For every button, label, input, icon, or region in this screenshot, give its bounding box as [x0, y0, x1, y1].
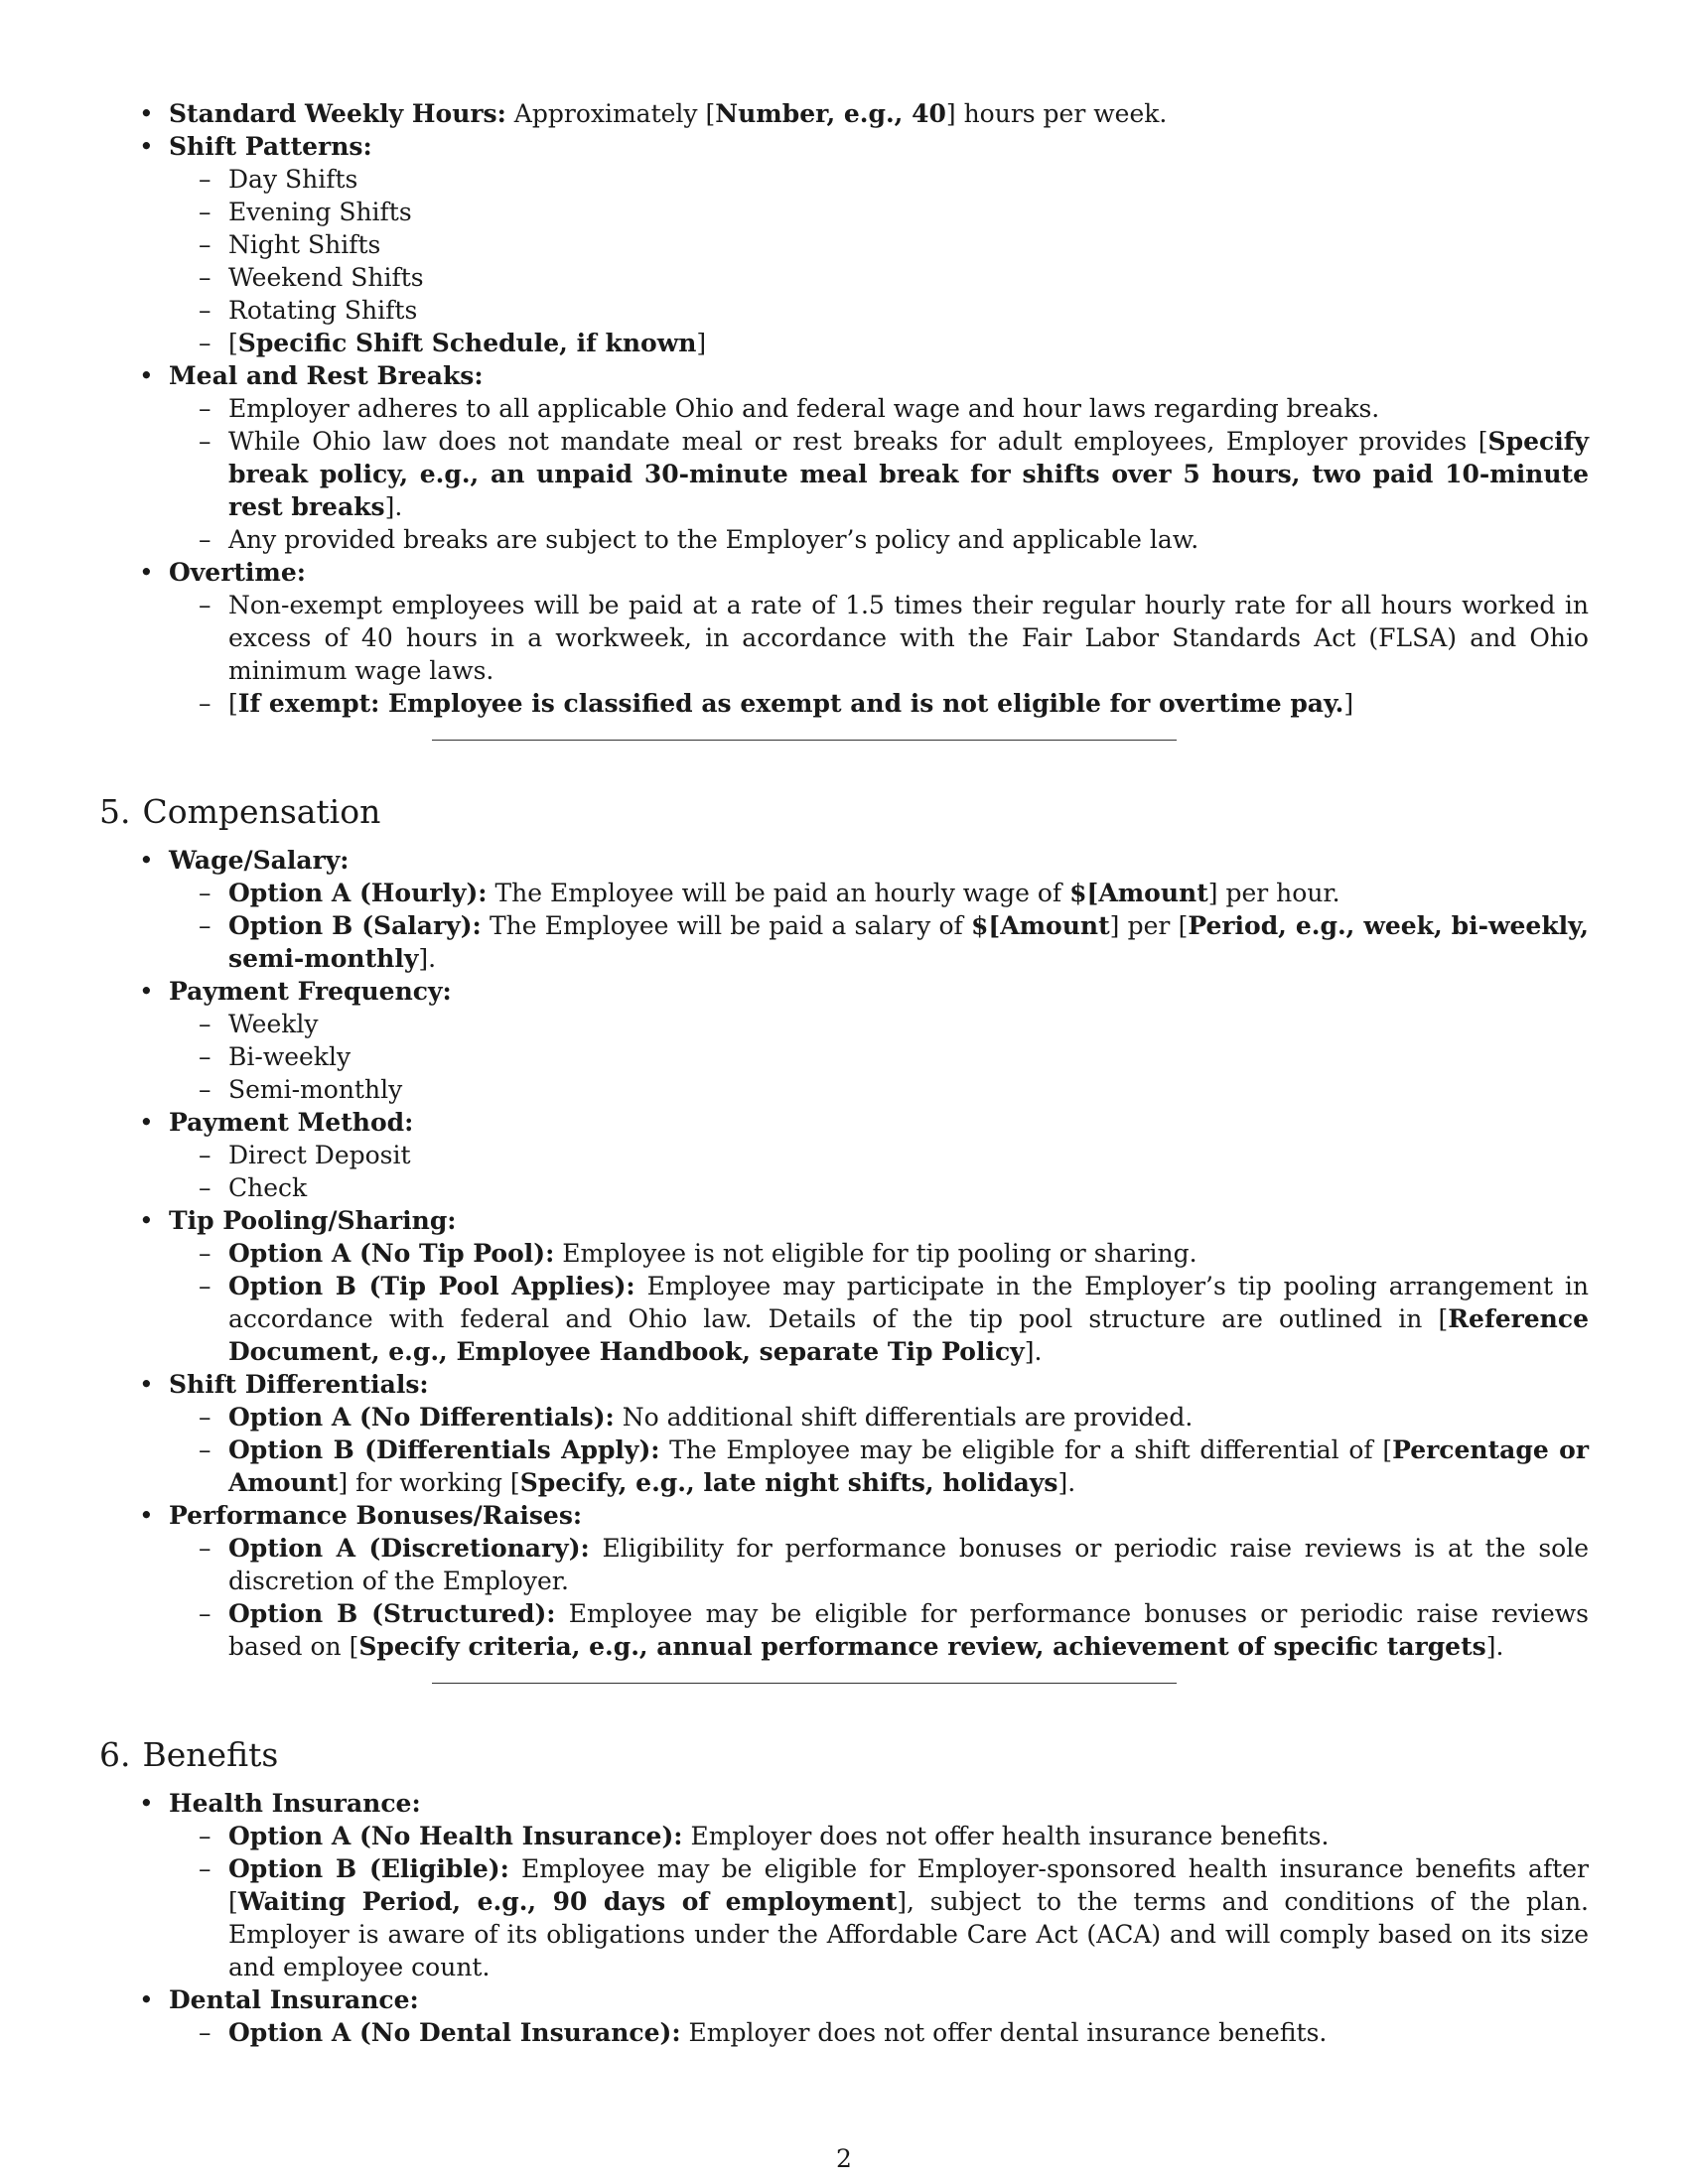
bullet-icon: •: [139, 1789, 154, 1818]
list-item: – Evening Shifts: [199, 198, 412, 226]
list-item: – Rotating Shifts: [199, 296, 418, 325]
list-item: – [If exempt: Employee is classified as exempt and is not eligible for overtime pay.]: [199, 689, 1354, 718]
bullet-icon: •: [139, 558, 154, 587]
list-item: – Option A (No Dental Insurance): Employer does not offer dental insurance benefits.: [199, 2018, 1328, 2047]
list-item: – Option A (No Differentials): No additional shift differentials are provided.: [199, 1403, 1194, 1432]
bullet-icon: •: [139, 1985, 154, 2014]
tips-item: • Tip Pooling/Sharing:: [139, 1206, 457, 1235]
list-item: – Semi-monthly: [199, 1075, 403, 1104]
bullet-icon: •: [139, 132, 154, 161]
list-item: – Option B (Eligible): Employee may be eligible for Employer-sponsored health insurance benefits after [Waiting Period, e.g., 90 days of employment], subject to the terms and conditions of the plan. Employer is aware of its obligations under the Affordable Care Act (ACA) and will comply based on its size and employee count.: [199, 1854, 1589, 1981]
wage-item: • Wage/Salary:: [139, 846, 350, 875]
bonuses-item: • Performance Bonuses/Raises:: [139, 1501, 583, 1530]
health-item: • Health Insurance:: [139, 1789, 421, 1818]
dental-item: • Dental Insurance:: [139, 1985, 419, 2014]
list-item: – Direct Deposit: [199, 1141, 411, 1169]
differentials-item: • Shift Differentials:: [139, 1370, 429, 1399]
list-item: – Non-exempt employees will be paid at a rate of 1.5 times their regular hourly rate for all hours worked in excess of 40 hours in a workweek, in accordance with the Fair Labor Standards Act (FLSA) and Ohio minimum wage laws.: [199, 591, 1589, 685]
list-item: – Employer adheres to all applicable Ohio and federal wage and hour laws regarding breaks.: [199, 394, 1380, 423]
page-number: 2: [836, 2144, 852, 2173]
bullet-icon: •: [139, 361, 154, 390]
bullet-icon: •: [139, 1501, 154, 1530]
frequency-item: • Payment Frequency:: [139, 977, 452, 1006]
list-item: – Option A (Discretionary): Eligibility for performance bonuses or periodic raise reviews is at the sole discretion of the Employer.: [199, 1534, 1589, 1595]
list-item: – Weekend Shifts: [199, 263, 424, 292]
list-item: – Weekly: [199, 1010, 319, 1038]
list-item: – Option A (No Health Insurance): Employer does not offer health insurance benefits.: [199, 1822, 1330, 1850]
bullet-icon: •: [139, 977, 154, 1006]
list-item: – Option B (Structured): Employee may be eligible for performance bonuses or periodic raise reviews based on [Specify criteria, e.g., annual performance review, achievement of specific targets].: [199, 1599, 1590, 1661]
shift-patterns-item: • Shift Patterns:: [139, 132, 372, 161]
section-divider: [432, 740, 1177, 741]
list-item: – Night Shifts: [199, 230, 381, 259]
method-item: • Payment Method:: [139, 1108, 414, 1137]
section-heading-compensation: 5. Compensation: [99, 792, 381, 831]
list-item: – Option B (Differentials Apply): The Employee may be eligible for a shift differential of [Percentage or Amount] for working [Specify, e.g., late night shifts, holidays].: [199, 1435, 1589, 1497]
bullet-icon: •: [139, 1370, 154, 1399]
list-item: – Any provided breaks are subject to the Employer’s policy and applicable law.: [199, 525, 1199, 554]
bullet-icon: •: [139, 99, 154, 128]
list-item: – Day Shifts: [199, 165, 358, 194]
section-divider: [432, 1683, 1177, 1684]
list-item: – While Ohio law does not mandate meal or rest breaks for adult employees, Employer provides [Specify break policy, e.g., an unpaid 30-minute meal break for shifts over 5 hours, two paid 10-minute rest breaks].: [199, 427, 1589, 521]
document-body: [99, 97, 1590, 2049]
list-item: – [Specific Shift Schedule, if known]: [199, 329, 707, 357]
list-item: – Option A (Hourly): The Employee will be paid an hourly wage of $[Amount] per hour.: [199, 879, 1340, 907]
list-item: – Option A (No Tip Pool): Employee is not eligible for tip pooling or sharing.: [199, 1239, 1197, 1268]
breaks-item: • Meal and Rest Breaks:: [139, 361, 484, 390]
list-item: – Check: [199, 1173, 308, 1202]
bullet-icon: •: [139, 1108, 154, 1137]
overtime-item: • Overtime:: [139, 558, 307, 587]
weekly-hours-item: • Standard Weekly Hours: Approximately [Number, e.g., 40] hours per week.: [139, 99, 1168, 128]
list-item: – Option B (Tip Pool Applies): Employee may participate in the Employer’s tip pooling arrangement in accordance with federal and Ohio law. Details of the tip pool structure are outlined in [Reference Document, e.g., Employee Handbook, separate Tip Policy].: [199, 1272, 1589, 1366]
section-heading-benefits: 6. Benefits: [99, 1735, 279, 1774]
list-item: – Bi-weekly: [199, 1042, 352, 1071]
bullet-icon: •: [139, 846, 154, 875]
list-item: – Option B (Salary): The Employee will be paid a salary of $[Amount] per [Period, e.g., week, bi-weekly, semi-monthly].: [199, 911, 1589, 973]
bullet-icon: •: [139, 1206, 154, 1235]
